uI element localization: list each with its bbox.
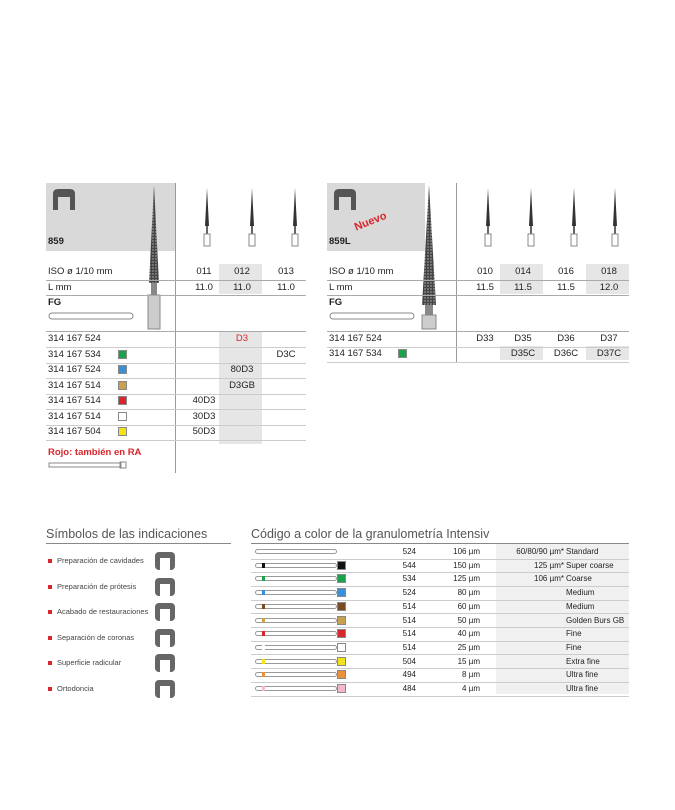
grit-size: 8 µm — [462, 670, 480, 680]
grit-size: 50 µm — [457, 615, 480, 625]
right-product-code: 859L — [329, 236, 351, 247]
indication-icon — [153, 601, 177, 623]
length-value: 11.5 — [557, 282, 575, 293]
bur-010-icon — [480, 186, 496, 248]
bur-shank-graphic — [255, 631, 337, 636]
bullet-marker — [48, 661, 52, 665]
bur-shank-graphic — [255, 645, 337, 650]
new-badge: Nuevo — [352, 209, 389, 234]
grit-size: 4 µm — [462, 684, 480, 693]
row-divider — [46, 440, 306, 441]
bur-color-ring — [262, 590, 265, 595]
bur-shank-graphic — [255, 590, 337, 595]
left-iso-label: ISO ø 1/10 mm — [48, 266, 113, 277]
product-cell: 50D3 — [192, 426, 216, 437]
grit-code: 494 — [402, 670, 416, 680]
grit-alt-size: 60/80/90 µm* — [516, 547, 564, 556]
left-length-label: L mm — [48, 282, 72, 293]
indication-label: Acabado de restauraciones — [57, 607, 149, 616]
product-ref: 314 167 514 — [48, 410, 101, 422]
grit-color-swatch — [118, 365, 127, 374]
grit-code: 514 — [402, 601, 416, 611]
product-cell: D3C — [276, 348, 296, 360]
product-ref: 314 167 524 — [329, 333, 382, 344]
iso-value: 014 — [515, 266, 531, 277]
product-cell: D36 — [557, 333, 575, 344]
indication-label: Superficie radicular — [57, 658, 122, 667]
indication-icon — [153, 550, 177, 572]
grit-color-swatch — [118, 350, 127, 359]
grit-size: 106 µm — [453, 547, 480, 556]
grit-code: 514 — [402, 642, 416, 652]
grit-color-swatch — [118, 381, 127, 390]
left-product-code: 859 — [48, 236, 64, 247]
grit-title: Código a color de la granulometría Intensiv — [251, 527, 490, 541]
bur-shank-graphic — [255, 549, 337, 554]
iso-value: 011 — [196, 266, 212, 277]
right-shank-type: FG — [329, 297, 343, 308]
bur-shank-graphic — [255, 604, 337, 609]
iso-value: 012 — [234, 266, 250, 277]
grit-name: Medium — [566, 601, 595, 611]
bur-color-ring — [262, 604, 265, 609]
bur-color-ring — [262, 686, 265, 691]
bur-color-ring — [262, 631, 265, 636]
bur-shank-graphic — [255, 659, 337, 664]
bur-color-ring — [262, 563, 265, 568]
grit-color-swatch — [337, 561, 346, 570]
grit-name: Super coarse — [566, 560, 614, 570]
length-value: 11.0 — [277, 282, 295, 293]
bur-859-image — [140, 183, 168, 333]
grit-color-swatch — [337, 684, 346, 693]
grit-code: 524 — [402, 547, 416, 556]
grit-color-swatch — [337, 574, 346, 583]
grit-code: 484 — [402, 684, 416, 693]
grit-name: Medium — [566, 588, 595, 598]
product-ref: 314 167 524 — [48, 364, 101, 375]
row-divider — [327, 362, 629, 363]
indication-label: Separación de coronas — [57, 632, 135, 642]
bullet-marker — [48, 687, 52, 691]
bur-shank-graphic — [255, 618, 337, 623]
indication-icon — [153, 678, 177, 700]
grit-size: 25 µm — [457, 642, 480, 652]
product-cell: D33 — [476, 333, 494, 344]
bur-012-icon — [244, 186, 260, 248]
bur-color-ring — [262, 645, 265, 650]
iso-value: 010 — [477, 266, 493, 277]
grit-alt-size: 125 µm* — [534, 560, 564, 570]
product-cell: D3GB — [229, 379, 255, 391]
grit-size: 80 µm — [457, 588, 480, 598]
grit-alt-size: 106 µm* — [534, 574, 564, 584]
grit-name: Ultra fine — [566, 670, 599, 680]
grit-size: 40 µm — [457, 629, 480, 639]
indication-icon — [153, 627, 177, 649]
product-cell: 80D3 — [230, 364, 254, 375]
grit-color-swatch — [118, 427, 127, 436]
grit-code: 514 — [402, 629, 416, 639]
product-cell: 40D3 — [192, 395, 216, 406]
product-ref: 314 167 514 — [48, 395, 101, 406]
grit-code: 544 — [402, 560, 416, 570]
grit-color-swatch — [337, 616, 346, 625]
bullet-marker — [48, 585, 52, 589]
product-ref: 314 167 514 — [48, 379, 101, 391]
crown-icon — [331, 186, 359, 212]
bur-shank-graphic — [255, 686, 337, 691]
indication-icon — [153, 576, 177, 598]
bur-color-ring — [262, 618, 265, 623]
bur-shank-graphic — [255, 672, 337, 677]
product-cell: D36C — [553, 348, 579, 359]
length-value: 11.0 — [233, 282, 251, 293]
bur-011-icon — [199, 186, 215, 248]
grit-name: Coarse — [566, 574, 592, 584]
grit-size: 150 µm — [453, 560, 480, 570]
bullet-marker — [48, 636, 52, 640]
grit-code: 524 — [402, 588, 416, 598]
length-value: 11.0 — [195, 282, 213, 293]
bullet-marker — [48, 610, 52, 614]
row-divider — [251, 696, 629, 697]
iso-value: 016 — [558, 266, 574, 277]
grit-size: 125 µm — [453, 574, 480, 584]
grit-color-swatch — [337, 670, 346, 679]
grit-name: Golden Burs GB — [566, 615, 625, 625]
grit-color-swatch — [118, 412, 127, 421]
left-shank-type: FG — [48, 297, 62, 308]
product-cell: D35 — [514, 333, 532, 344]
grit-size: 15 µm — [457, 656, 480, 666]
bur-014-icon — [523, 186, 539, 248]
ra-shank-icon — [48, 460, 128, 470]
bur-shank-graphic — [255, 563, 337, 568]
length-value: 12.0 — [599, 282, 619, 293]
product-cell: D37C — [596, 348, 622, 359]
length-value: 11.5 — [476, 282, 494, 293]
bur-color-ring — [262, 672, 265, 677]
grit-name: Fine — [566, 629, 582, 639]
product-cell: D37 — [600, 333, 618, 344]
fg-shank-icon — [48, 309, 138, 323]
grit-size: 60 µm — [457, 601, 480, 611]
indication-label: Ortodoncia — [57, 683, 94, 693]
grit-name: Standard — [566, 547, 599, 556]
iso-value: 013 — [278, 266, 294, 277]
grit-color-swatch — [337, 643, 346, 652]
right-length-label: L mm — [329, 282, 353, 293]
grit-color-swatch — [337, 602, 346, 611]
product-cell: D3 — [235, 333, 249, 344]
bur-shank-graphic — [255, 576, 337, 581]
crown-icon — [50, 186, 78, 212]
indications-title: Símbolos de las indicaciones — [46, 527, 208, 541]
bur-013-icon — [287, 186, 303, 248]
grit-code: 504 — [402, 656, 416, 666]
grit-color-swatch — [337, 629, 346, 638]
left-note: Rojo: también en RA — [48, 447, 142, 458]
grit-color-swatch — [398, 349, 407, 358]
grit-name: Extra fine — [566, 656, 600, 666]
indication-label: Preparación de cavidades — [57, 556, 144, 565]
grit-color-swatch — [337, 588, 346, 597]
product-cell: D35C — [510, 348, 536, 359]
product-ref: 314 167 534 — [48, 348, 101, 360]
grit-name: Fine — [566, 642, 582, 652]
bur-018-icon — [607, 186, 623, 248]
grit-color-swatch — [337, 657, 346, 666]
grit-color-swatch — [118, 396, 127, 405]
product-cell: 30D3 — [192, 410, 216, 422]
grit-code: 534 — [402, 574, 416, 584]
right-iso-label: ISO ø 1/10 mm — [329, 266, 394, 277]
grit-code: 514 — [402, 615, 416, 625]
indication-label: Preparación de prótesis — [57, 581, 137, 591]
bur-color-ring — [262, 659, 265, 664]
product-ref: 314 167 534 — [329, 348, 382, 359]
product-ref: 314 167 504 — [48, 426, 101, 437]
bullet-marker — [48, 559, 52, 563]
fg-shank-icon — [329, 309, 419, 323]
indication-icon — [153, 652, 177, 674]
iso-value: 018 — [601, 266, 617, 277]
length-value: 11.5 — [514, 282, 532, 293]
product-ref: 314 167 524 — [48, 333, 101, 344]
bur-color-ring — [262, 576, 265, 581]
grit-name: Ultra fine — [566, 684, 599, 693]
bur-016-icon — [566, 186, 582, 248]
